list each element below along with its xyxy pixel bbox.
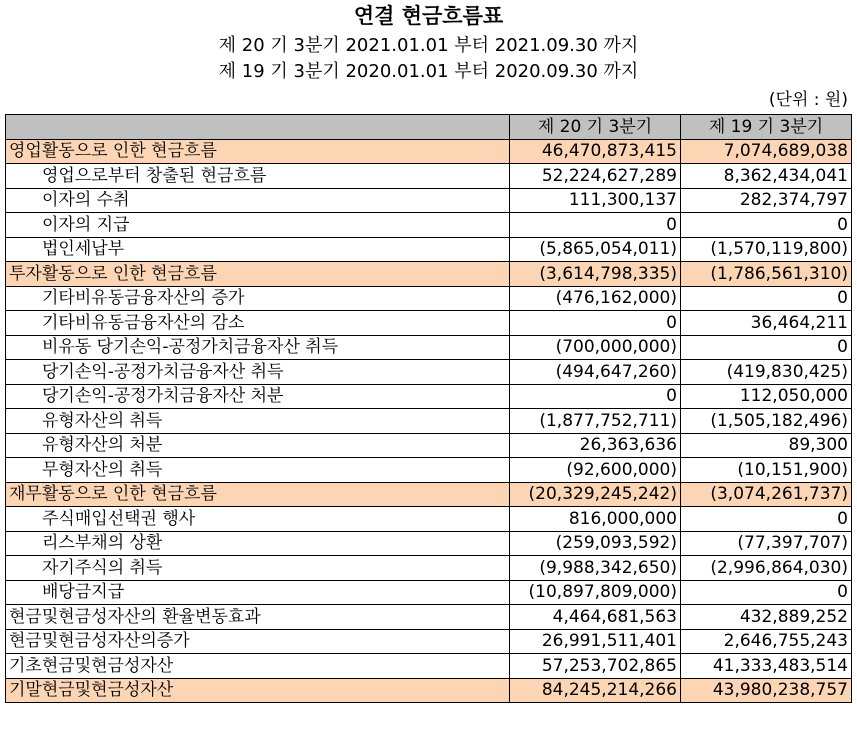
period-prior: 제 19 기 3분기 2020.01.01 부터 2020.09.30 까지: [218, 61, 639, 82]
row-prior-value: 0: [681, 213, 852, 238]
row-prior-value: 0: [681, 507, 852, 532]
table-row: [6, 286, 852, 311]
table-row: [6, 360, 852, 385]
table-row: [6, 164, 852, 189]
row-prior-value: 0: [681, 335, 852, 360]
row-label: 당기손익-공정가치금융자산 처분: [6, 384, 510, 409]
table-row: [6, 335, 852, 360]
row-prior-value: 0: [681, 286, 852, 311]
row-prior-value: 282,374,797: [681, 188, 852, 213]
row-prior-value: (3,074,261,737): [681, 482, 852, 507]
row-current-value: (5,865,054,011): [510, 237, 681, 262]
row-prior-value: (10,151,900): [681, 458, 852, 483]
header-prior: 제 19 기 3분기: [681, 115, 852, 140]
table-row: [6, 482, 852, 507]
unit-label: (단위 : 원): [768, 90, 848, 110]
row-label: 주식매입선택권 행사: [6, 507, 510, 532]
table-row: [6, 678, 852, 703]
row-current-value: (9,988,342,650): [510, 556, 681, 581]
row-current-value: (10,897,809,000): [510, 580, 681, 605]
row-prior-value: 432,889,252: [681, 605, 852, 630]
row-label: 기타비유동금융자산의 감소: [6, 311, 510, 336]
row-label: 현금및현금성자산의증가: [6, 629, 510, 654]
table-row: [6, 409, 852, 434]
row-label: 유형자산의 처분: [6, 433, 510, 458]
row-current-value: 4,464,681,563: [510, 605, 681, 630]
table-row: [6, 556, 852, 581]
row-current-value: 52,224,627,289: [510, 164, 681, 189]
row-label: 기말현금및현금성자산: [6, 678, 510, 703]
row-label: 당기손익-공정가치금융자산 취득: [6, 360, 510, 385]
row-current-value: (20,329,245,242): [510, 482, 681, 507]
row-current-value: 84,245,214,266: [510, 678, 681, 703]
row-label: 이자의 수취: [6, 188, 510, 213]
row-prior-value: 41,333,483,514: [681, 654, 852, 679]
table-row: [6, 580, 852, 605]
row-current-value: (494,647,260): [510, 360, 681, 385]
table-row: [6, 384, 852, 409]
row-prior-value: 7,074,689,038: [681, 139, 852, 164]
row-label: 재무활동으로 인한 현금흐름: [6, 482, 510, 507]
row-label: 기초현금및현금성자산: [6, 654, 510, 679]
row-current-value: (1,877,752,711): [510, 409, 681, 434]
row-prior-value: (1,505,182,496): [681, 409, 852, 434]
row-current-value: 111,300,137: [510, 188, 681, 213]
table-row: [6, 188, 852, 213]
header-label: [6, 115, 510, 140]
row-label: 리스부채의 상환: [6, 531, 510, 556]
row-prior-value: 43,980,238,757: [681, 678, 852, 703]
row-current-value: (3,614,798,335): [510, 262, 681, 287]
period-current: 제 20 기 3분기 2021.01.01 부터 2021.09.30 까지: [218, 35, 639, 56]
row-prior-value: (2,996,864,030): [681, 556, 852, 581]
row-current-value: (259,093,592): [510, 531, 681, 556]
table-row: [6, 605, 852, 630]
row-current-value: 26,363,636: [510, 433, 681, 458]
table-header-row: [6, 115, 852, 140]
row-prior-value: 8,362,434,041: [681, 164, 852, 189]
header-current: 제 20 기 3분기: [510, 115, 681, 140]
row-label: 영업활동으로 인한 현금흐름: [6, 139, 510, 164]
row-label: 유형자산의 취득: [6, 409, 510, 434]
row-prior-value: (419,830,425): [681, 360, 852, 385]
table-row: [6, 139, 852, 164]
table-row: [6, 654, 852, 679]
row-label: 기타비유동금융자산의 증가: [6, 286, 510, 311]
row-prior-value: 112,050,000: [681, 384, 852, 409]
row-current-value: 0: [510, 311, 681, 336]
row-current-value: 57,253,702,865: [510, 654, 681, 679]
row-prior-value: 89,300: [681, 433, 852, 458]
row-label: 영업으로부터 창출된 현금흐름: [6, 164, 510, 189]
row-current-value: 0: [510, 384, 681, 409]
table-row: [6, 507, 852, 532]
table-row: [6, 433, 852, 458]
row-label: 무형자산의 취득: [6, 458, 510, 483]
row-current-value: (700,000,000): [510, 335, 681, 360]
table-row: [6, 262, 852, 287]
row-current-value: 0: [510, 213, 681, 238]
cash-flow-table: [5, 114, 852, 703]
row-current-value: 46,470,873,415: [510, 139, 681, 164]
row-label: 비유동 당기손익-공정가치금융자산 취득: [6, 335, 510, 360]
table-row: [6, 213, 852, 238]
row-label: 자기주식의 취득: [6, 556, 510, 581]
table-row: [6, 629, 852, 654]
row-label: 배당금지급: [6, 580, 510, 605]
row-current-value: 816,000,000: [510, 507, 681, 532]
row-current-value: (92,600,000): [510, 458, 681, 483]
row-prior-value: 0: [681, 580, 852, 605]
row-prior-value: 2,646,755,243: [681, 629, 852, 654]
table-row: [6, 237, 852, 262]
row-prior-value: 36,464,211: [681, 311, 852, 336]
row-current-value: (476,162,000): [510, 286, 681, 311]
table-row: [6, 311, 852, 336]
row-prior-value: (77,397,707): [681, 531, 852, 556]
row-current-value: 26,991,511,401: [510, 629, 681, 654]
row-label: 법인세납부: [6, 237, 510, 262]
row-label: 현금및현금성자산의 환율변동효과: [6, 605, 510, 630]
table-row: [6, 531, 852, 556]
table-row: [6, 458, 852, 483]
row-label: 이자의 지급: [6, 213, 510, 238]
row-prior-value: (1,570,119,800): [681, 237, 852, 262]
row-label: 투자활동으로 인한 현금흐름: [6, 262, 510, 287]
row-prior-value: (1,786,561,310): [681, 262, 852, 287]
statement-title: 연결 현금흐름표: [353, 4, 504, 28]
